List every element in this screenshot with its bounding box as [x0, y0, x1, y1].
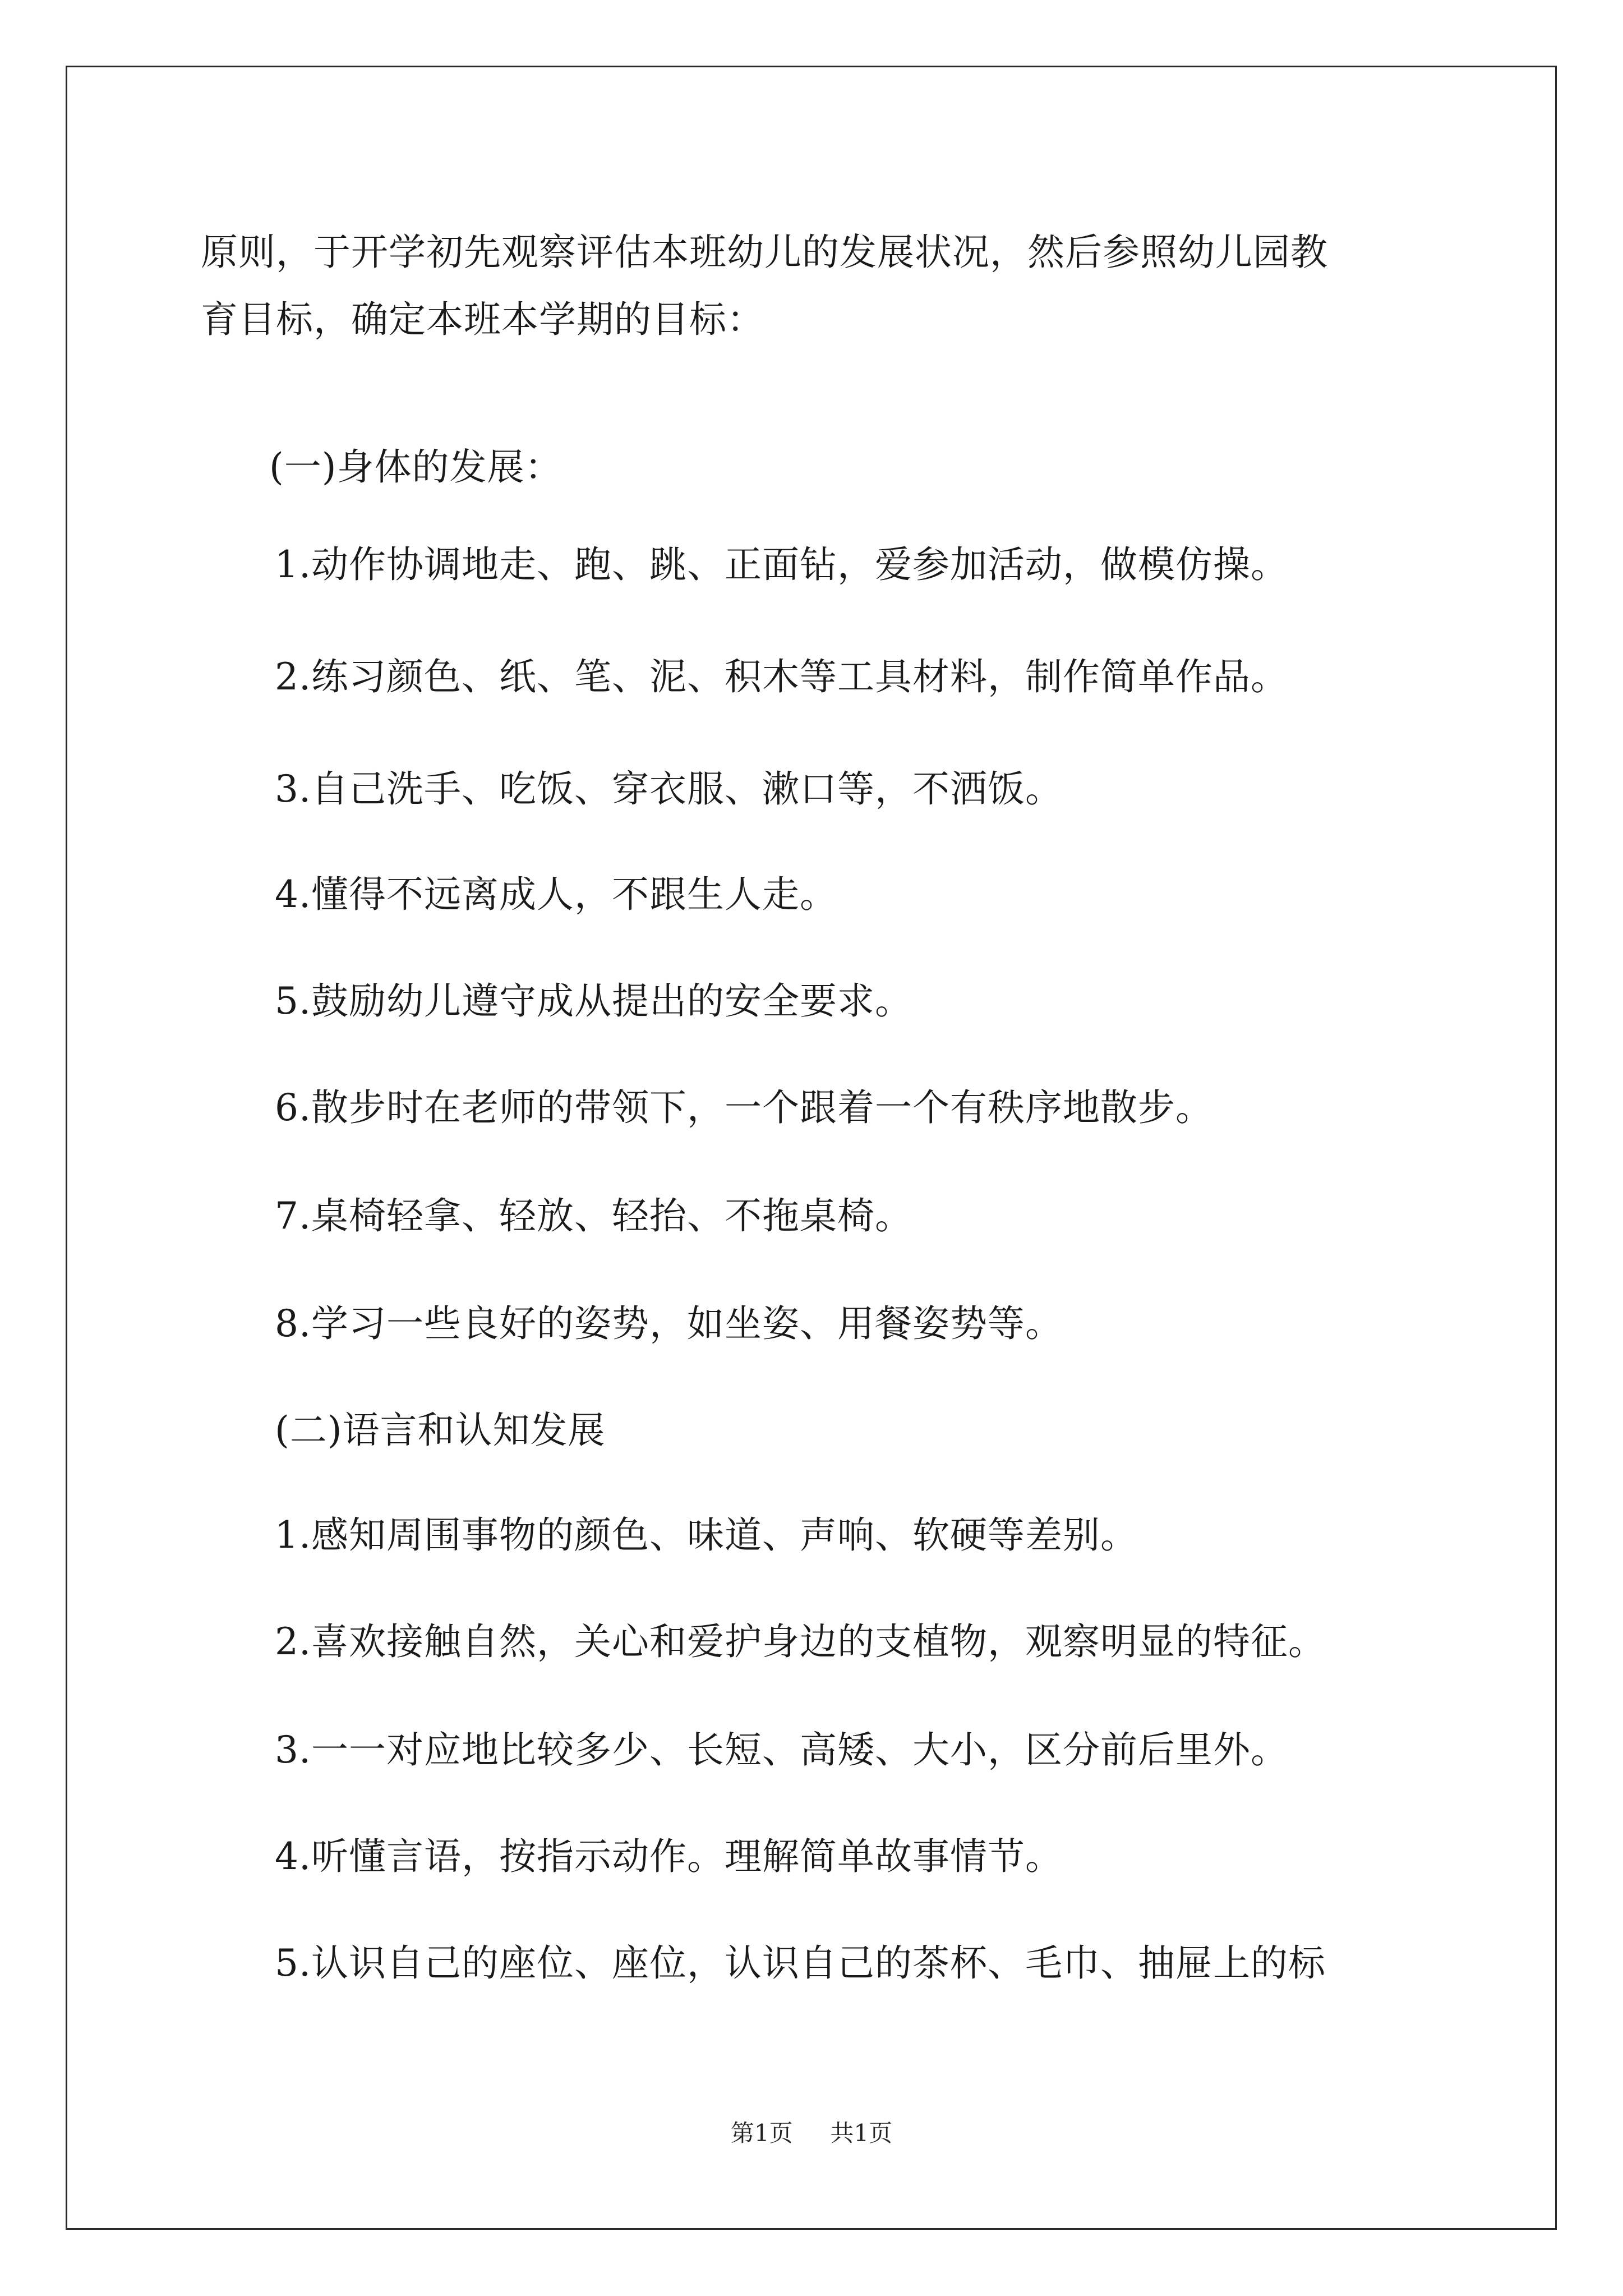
list-item: 3.一一对应地比较多少、长短、高矮、大小，区分前后里外。 [275, 1728, 1288, 1772]
list-item: 4.懂得不远离成人，不跟生人走。 [275, 873, 837, 916]
list-item: 7.桌椅轻拿、轻放、轻抬、不拖桌椅。 [275, 1194, 912, 1237]
list-item: 8.学习一些良好的姿势，如坐姿、用餐姿势等。 [275, 1302, 1063, 1345]
list-item: 4.听懂言语，按指示动作。理解简单故事情节。 [275, 1835, 1063, 1878]
list-item: 1.动作协调地走、跑、跳、正面钻，爱参加活动，做模仿操。 [275, 543, 1288, 586]
section-heading: (二)语言和认知发展 [275, 1409, 606, 1452]
page-footer [0, 2119, 1623, 2147]
list-item: 2.喜欢接触自然，关心和爱护身边的支植物，观察明显的特征。 [275, 1620, 1326, 1663]
text-line: 原则，于开学初先观察评估本班幼儿的发展状况，然后参照幼儿园教 [201, 231, 1328, 274]
list-item: 6.散步时在老师的带领下，一个跟着一个有秩序地散步。 [275, 1086, 1213, 1129]
section-heading: (一)身体的发展： [269, 445, 562, 489]
total-pages: 共1页 [830, 2119, 893, 2147]
list-item: 5.认识自己的座位、座位，认识自己的茶杯、毛巾、抽屉上的标 [275, 1941, 1326, 1985]
list-item: 2.练习颜色、纸、笔、泥、积木等工具材料，制作简单作品。 [275, 655, 1288, 698]
list-item: 5.鼓励幼儿遵守成从提出的安全要求。 [275, 979, 912, 1023]
page-number: 第1页 [730, 2119, 793, 2147]
list-item: 1.感知周围事物的颜色、味道、声响、软硬等差别。 [275, 1513, 1138, 1557]
list-item: 3.自己洗手、吃饭、穿衣服、漱口等，不洒饭。 [275, 767, 1063, 811]
text-line: 育目标，确定本班本学期的目标： [201, 298, 764, 341]
